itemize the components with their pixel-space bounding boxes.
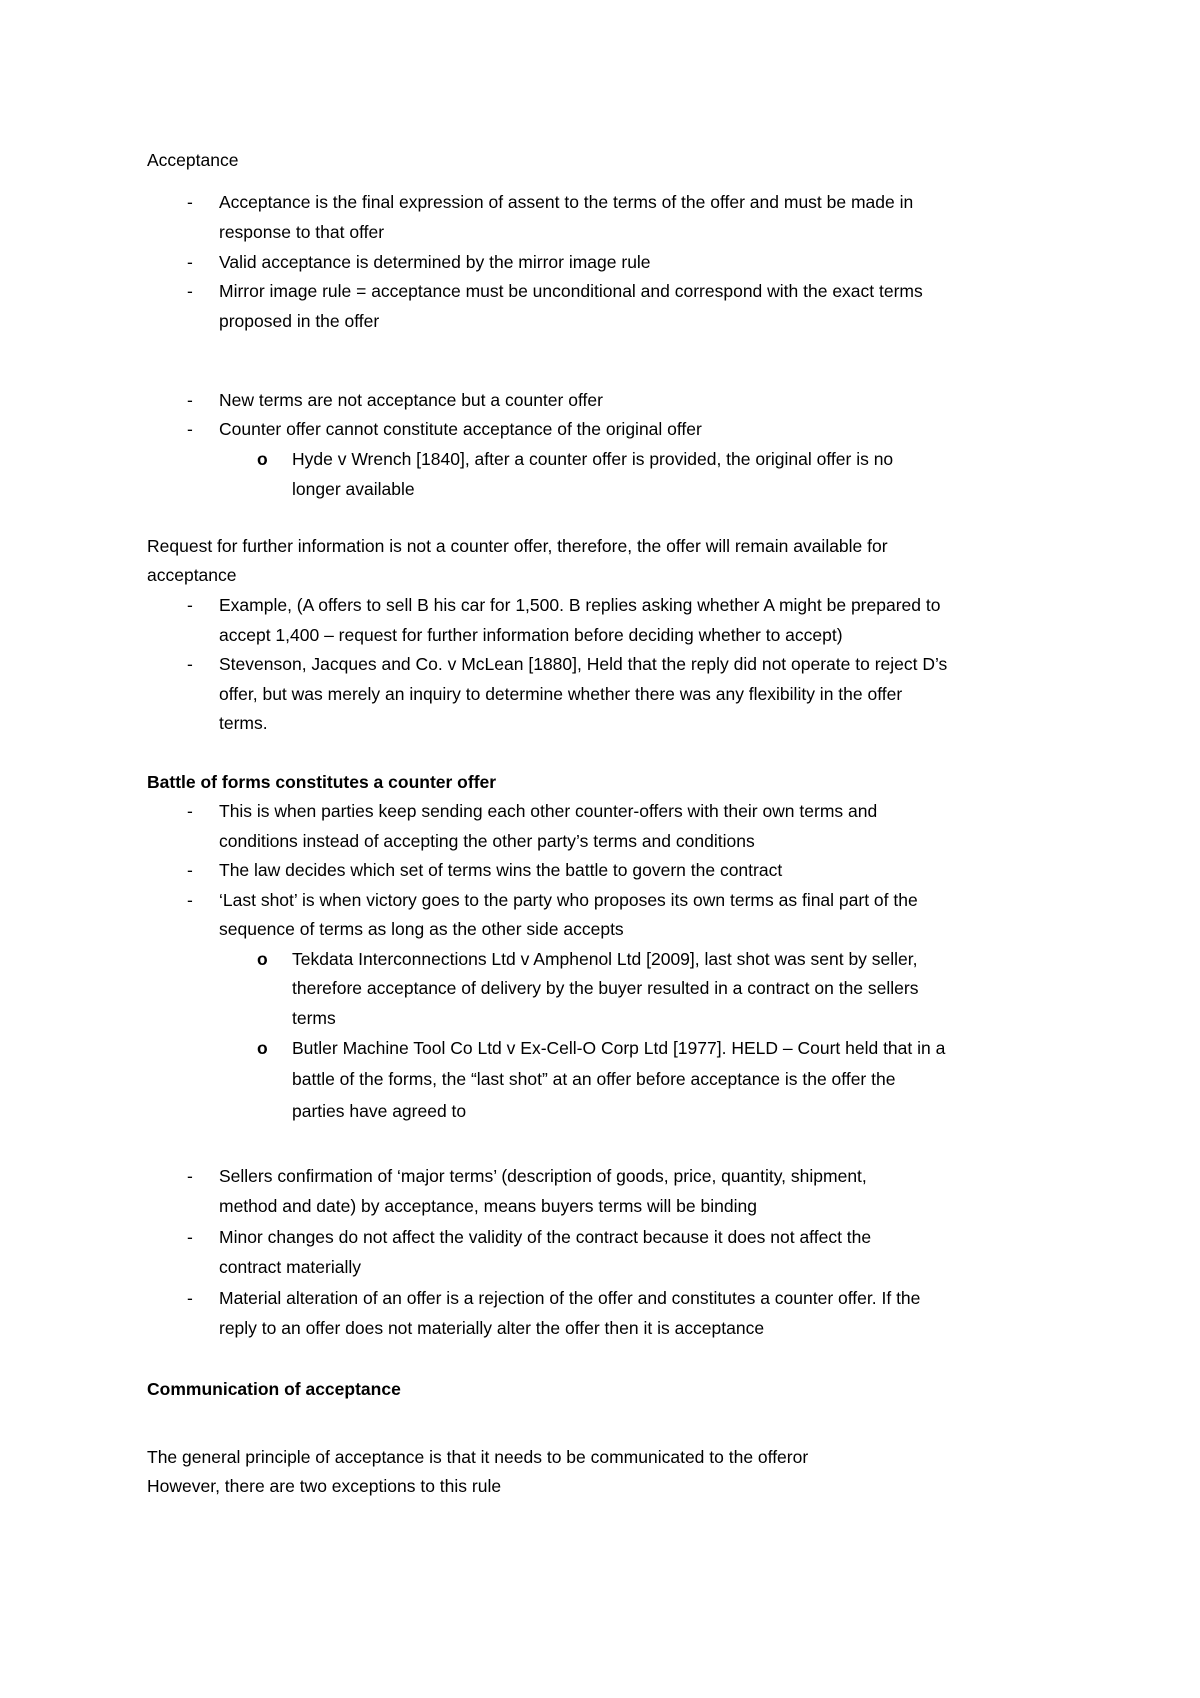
sub-bullet-text: battle of the forms, the “last shot” at an offer before acceptance is the offer the	[292, 1069, 896, 1089]
bullet-text: accept 1,400 – request for further information before deciding whether to accept)	[219, 625, 843, 645]
section-heading-battle-of-forms: Battle of forms constitutes a counter offer	[147, 772, 497, 792]
bullet-text: Material alteration of an offer is a rejection of the offer and constitutes a counter offer. If the	[219, 1288, 921, 1308]
bullet-text: method and date) by acceptance, means buyers terms will be binding	[219, 1196, 757, 1216]
bullet-text: contract materially	[219, 1257, 361, 1277]
bullet-text: Stevenson, Jacques and Co. v McLean [1880], Held that the reply did not operate to reject D’s	[219, 654, 948, 674]
bullet-text: offer, but was merely an inquiry to determine whether there was any flexibility in the offer	[219, 684, 903, 704]
bullet-dash: -	[187, 1227, 193, 1247]
bullet-text: proposed in the offer	[219, 311, 380, 331]
sub-bullet-marker: o	[257, 949, 268, 969]
bullet-dash: -	[187, 1288, 193, 1308]
bullet-dash: -	[187, 390, 193, 410]
bullet-text: conditions instead of accepting the other party’s terms and conditions	[219, 831, 755, 851]
bullet-text: sequence of terms as long as the other side accepts	[219, 919, 624, 939]
bullet-text: Counter offer cannot constitute acceptance of the original offer	[219, 419, 702, 439]
bullet-text: New terms are not acceptance but a counter offer	[219, 390, 603, 410]
section-heading-communication: Communication of acceptance	[147, 1379, 401, 1399]
sub-bullet-text: longer available	[292, 479, 415, 499]
sub-bullet-marker: o	[257, 449, 268, 469]
sub-bullet-text: Butler Machine Tool Co Ltd v Ex-Cell-O Corp Ltd [1977]. HELD – Court held that in a	[292, 1038, 946, 1058]
bullet-dash: -	[187, 890, 193, 910]
bullet-text: terms.	[219, 713, 268, 733]
bullet-text: The law decides which set of terms wins the battle to govern the contract	[219, 860, 783, 880]
bullet-dash: -	[187, 1166, 193, 1186]
paragraph-text: The general principle of acceptance is that it needs to be communicated to the offeror	[147, 1447, 809, 1467]
bullet-dash: -	[187, 860, 193, 880]
bullet-text: Mirror image rule = acceptance must be unconditional and correspond with the exact terms	[219, 281, 923, 301]
sub-bullet-text: Tekdata Interconnections Ltd v Amphenol Ltd [2009], last shot was sent by seller,	[292, 949, 918, 969]
paragraph-text: However, there are two exceptions to this rule	[147, 1476, 502, 1496]
sub-bullet-text: terms	[292, 1008, 336, 1028]
bullet-text: Minor changes do not affect the validity of the contract because it does not affect the	[219, 1227, 872, 1247]
bullet-dash: -	[187, 192, 193, 212]
bullet-dash: -	[187, 801, 193, 821]
sub-bullet-text: therefore acceptance of delivery by the buyer resulted in a contract on the sellers	[292, 978, 919, 998]
bullet-text: Acceptance is the final expression of assent to the terms of the offer and must be made in	[219, 192, 914, 212]
bullet-text: Example, (A offers to sell B his car for 1,500. B replies asking whether A might be prepared to	[219, 595, 941, 615]
sub-bullet-marker: o	[257, 1038, 268, 1058]
bullet-dash: -	[187, 252, 193, 272]
bullet-text: This is when parties keep sending each other counter-offers with their own terms and	[219, 801, 878, 821]
section-heading-acceptance: Acceptance	[147, 150, 239, 170]
paragraph-text: acceptance	[147, 565, 237, 585]
paragraph-text: Request for further information is not a counter offer, therefore, the offer will remain available for	[147, 536, 888, 556]
bullet-dash: -	[187, 654, 193, 674]
bullet-text: Sellers confirmation of ‘major terms’ (description of goods, price, quantity, shipment,	[219, 1166, 867, 1186]
sub-bullet-text: Hyde v Wrench [1840], after a counter offer is provided, the original offer is no	[292, 449, 894, 469]
bullet-dash: -	[187, 595, 193, 615]
bullet-text: response to that offer	[219, 222, 385, 242]
bullet-text: Valid acceptance is determined by the mirror image rule	[219, 252, 651, 272]
bullet-dash: -	[187, 281, 193, 301]
bullet-dash: -	[187, 419, 193, 439]
bullet-text: reply to an offer does not materially alter the offer then it is acceptance	[219, 1318, 765, 1338]
bullet-text: ‘Last shot’ is when victory goes to the party who proposes its own terms as final part of the	[219, 890, 918, 910]
sub-bullet-text: parties have agreed to	[292, 1101, 467, 1121]
